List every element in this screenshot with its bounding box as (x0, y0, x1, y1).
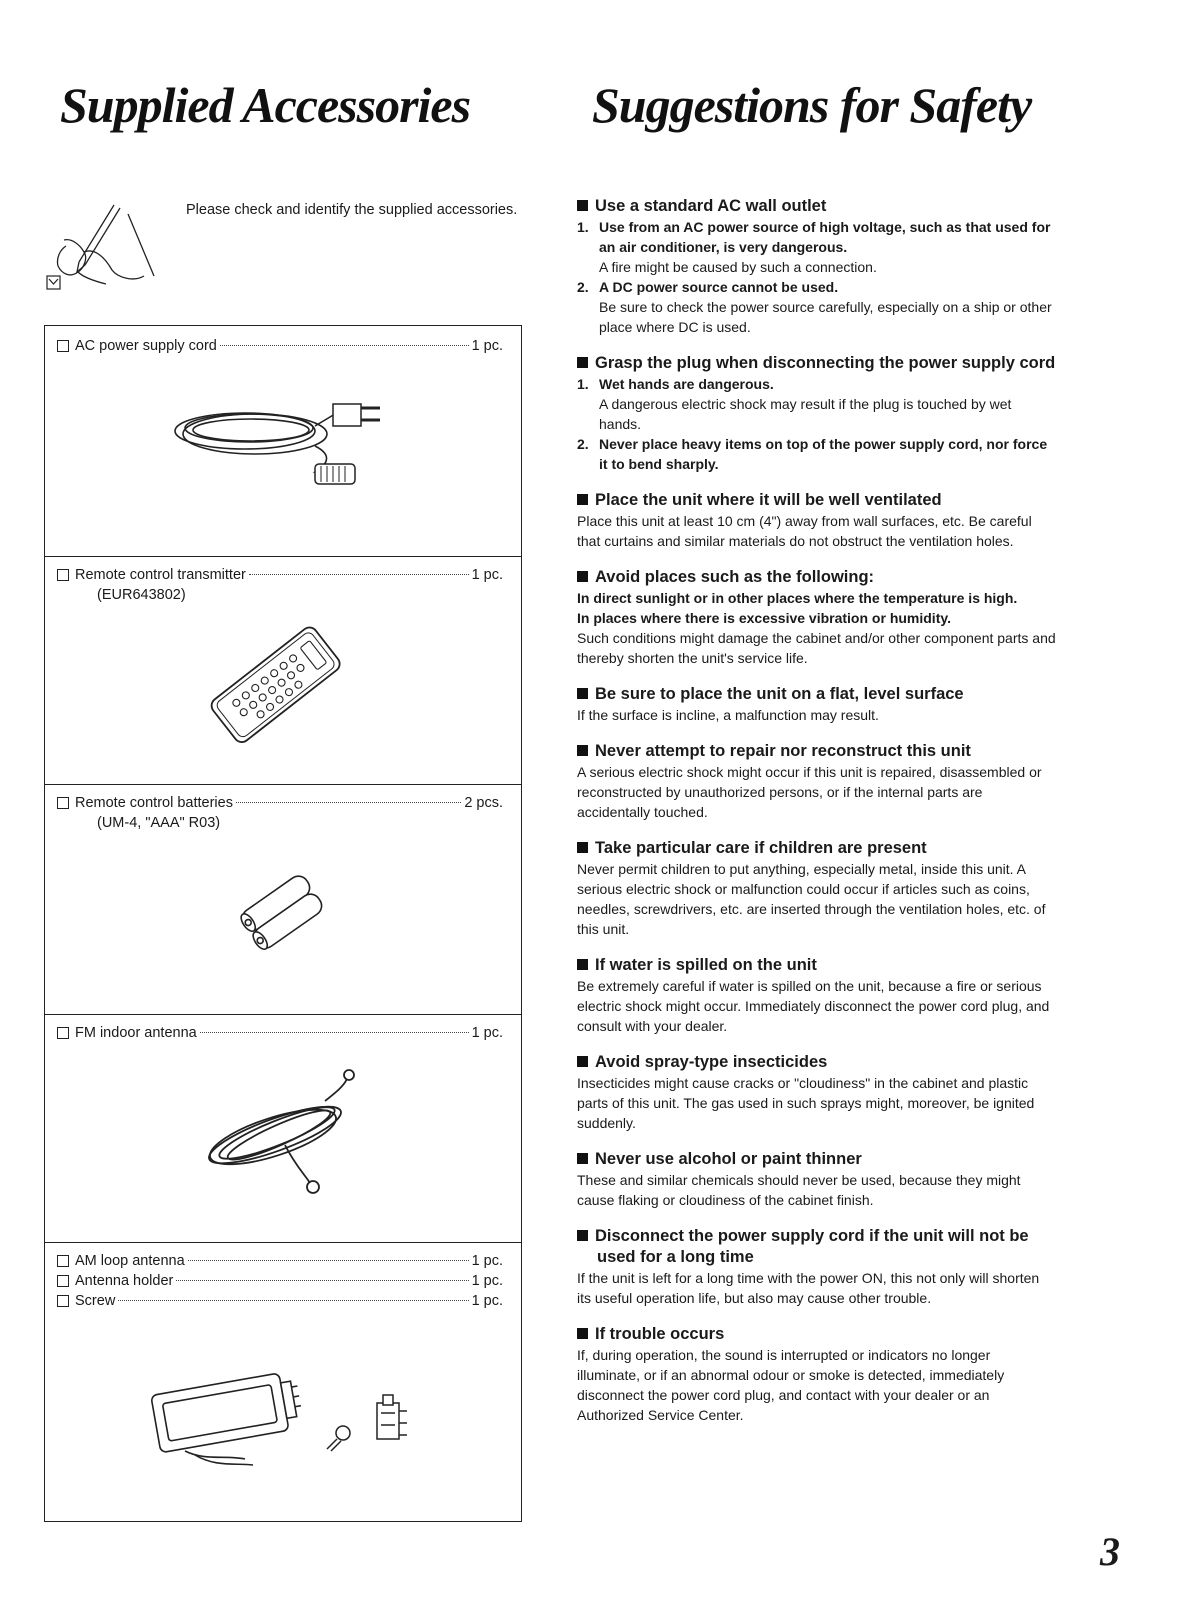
checkbox[interactable] (57, 569, 69, 581)
safety-section (577, 955, 1057, 1036)
safety-text: Insecticides might cause cracks or "cloudiness" in the cabinet and plastic parts of this unit. The gas used in such sprays might, moreover, be ignited suddenly. (577, 1075, 1035, 1131)
bullet-square-icon (577, 1153, 588, 1164)
safety-section: Use a standard AC wall outlet 1. Use from an AC power source of high voltage, such as that used for an air conditioner, is very dangerous. A fire might be caused by such a connection. 2. A DC power source cannot be used. Be sure to check the power source carefully, especially on a ship or other place where DC is used. (577, 196, 1057, 337)
bullet-square-icon (577, 842, 588, 853)
accessory-qty: 1 pc. (471, 1025, 503, 1041)
checkbox[interactable] (57, 797, 69, 809)
bullet-square-icon (577, 1056, 588, 1067)
accessory-qty: 1 pc. (471, 1293, 503, 1309)
bullet-square-icon (577, 1230, 588, 1241)
accessory-line (75, 565, 503, 585)
safety-text: Never permit children to put anything, especially metal, inside this unit. A serious electric shock or malfunction could occur if articles such as coins, needles, screwdrivers, etc. are inserted through the ventilation holes, etc. of this unit. (577, 861, 1046, 937)
bullet-square-icon (577, 357, 588, 368)
accessory-fm-antenna (45, 1014, 521, 1242)
page-number: 3 (1100, 1529, 1120, 1574)
accessory-ac-cord (45, 326, 521, 556)
batteries-illustration (225, 865, 345, 955)
safety-list (577, 196, 1057, 1441)
safety-text: If the surface is incline, a malfunction may result. (577, 707, 879, 723)
antenna-holder-icon (377, 1395, 407, 1439)
accessory-name: Remote control transmitter (75, 567, 246, 583)
safety-text: These and similar chemicals should never be used, because they might cause flaking or cloudiness of the cabinet finish. (577, 1172, 1021, 1208)
bullet-square-icon (577, 745, 588, 756)
safety-section: Grasp the plug when disconnecting the power supply cord 1. Wet hands are dangerous. A dangerous electric shock may result if the plug is touched by wet hands. 2. Never place heavy items on top of the power supply cord, nor force it to bend sharply. (577, 354, 1056, 472)
accessory-name: AM loop antenna (75, 1253, 185, 1269)
accessory-name: Antenna holder (75, 1273, 174, 1289)
accessory-qty: 2 pcs. (464, 795, 503, 811)
safety-heading: If trouble occurs (577, 1324, 1057, 1345)
bullet-square-icon (577, 959, 588, 970)
safety-text: If, during operation, the sound is interrupted or indicators no longer illuminate, or if an abnormal odour or smoke is detected, immediately disconnect the power cord plug, and contact with your dealer or an Authorized Service Center. (577, 1347, 1005, 1423)
intro-text: Please check and identify the supplied accessories. (186, 202, 518, 218)
safety-text: Place this unit at least 10 cm (4") away from wall surfaces, etc. Be careful that curtains and similar materials do not obstruct the ventilation holes. (577, 513, 1032, 549)
safety-heading: Avoid spray-type insecticides (577, 1052, 1057, 1073)
bullet-square-icon (577, 1328, 588, 1339)
checkbox[interactable] (57, 1275, 69, 1287)
safety-heading: Avoid places such as the following: (577, 567, 1057, 588)
safety-title: Suggestions for Safety (592, 77, 1032, 133)
bullet-square-icon (577, 571, 588, 582)
accessory-qty: 1 pc. (471, 338, 503, 354)
safety-section (577, 1149, 1057, 1210)
safety-section: Avoid places such as the following: In direct sunlight or in other places where the temperature is high. In places where there is excessive vibration or humidity. Such conditions might damage the cabinet and/or other component parts and thereby shorten the unit's service life. (577, 568, 1056, 666)
safety-text: A serious electric shock might occur if this unit is repaired, disassembled or reconstructed by unauthorized persons, or if the internal parts are accidentally touched. (577, 764, 1042, 820)
accessory-name: FM indoor antenna (75, 1025, 197, 1041)
accessory-line (75, 1291, 503, 1311)
accessory-model: (EUR643802) (97, 587, 186, 603)
safety-text: If the unit is left for a long time with the power ON, this not only will shorten its useful operation life, but also may cause other trouble. (577, 1270, 1040, 1306)
safety-heading: Never attempt to repair nor reconstruct this unit (577, 741, 1057, 762)
accessory-line (75, 1023, 503, 1043)
remote-control-illustration (195, 609, 355, 759)
accessory-line (75, 793, 503, 813)
accessory-name: Screw (75, 1293, 116, 1309)
accessory-qty: 1 pc. (471, 567, 503, 583)
checkbox[interactable] (57, 1027, 69, 1039)
accessory-line (75, 1251, 503, 1271)
power-cord-illustration (165, 386, 405, 496)
safety-heading: Grasp the plug when disconnecting the power supply cord (577, 353, 1057, 374)
safety-section (577, 1324, 1057, 1425)
checkbox[interactable] (57, 340, 69, 352)
bullet-square-icon (577, 688, 588, 699)
accessory-qty: 1 pc. (471, 1273, 503, 1289)
bullet-square-icon (577, 200, 588, 211)
hand-writing-icon (44, 200, 174, 300)
safety-heading: Use a standard AC wall outlet (577, 196, 1057, 217)
accessories-list (44, 325, 522, 1522)
bullet-square-icon (577, 494, 588, 505)
safety-section (577, 741, 1057, 822)
safety-section (577, 838, 1057, 939)
accessory-name: Remote control batteries (75, 795, 233, 811)
safety-heading: Disconnect the power supply cord if the unit will not be used for a long time (577, 1226, 1057, 1268)
fm-antenna-illustration (195, 1065, 365, 1205)
accessories-title: Supplied Accessories (60, 77, 471, 133)
checkbox[interactable] (57, 1255, 69, 1267)
safety-heading: Be sure to place the unit on a flat, level surface (577, 684, 1057, 705)
safety-heading: If water is spilled on the unit (577, 955, 1057, 976)
safety-section (577, 1226, 1057, 1308)
accessory-name: AC power supply cord (75, 338, 217, 354)
screw-icon (327, 1426, 350, 1451)
accessory-line (75, 336, 503, 356)
safety-text: Be extremely careful if water is spilled on the unit, because a fire or serious electric shock might occur. Immediately disconnect the power cord plug, and consult with your dealer. (577, 978, 1050, 1034)
safety-section (577, 1052, 1057, 1133)
accessory-qty: 1 pc. (471, 1253, 503, 1269)
accessory-am-antenna (45, 1242, 521, 1521)
accessory-batteries (45, 784, 521, 1014)
checkbox[interactable] (57, 1295, 69, 1307)
safety-heading: Take particular care if children are present (577, 838, 1057, 859)
accessory-line (75, 1271, 503, 1291)
safety-heading: Never use alcohol or paint thinner (577, 1149, 1057, 1170)
safety-section (577, 490, 1057, 551)
safety-heading: Place the unit where it will be well ventilated (577, 490, 1057, 511)
am-antenna-illustration (145, 1363, 445, 1473)
accessory-model: (UM-4, "AAA" R03) (97, 815, 221, 831)
accessory-remote (45, 556, 521, 784)
safety-text: Such conditions might damage the cabinet and/or other component parts and thereby shorten the unit's service life. (577, 630, 1056, 666)
safety-section (577, 684, 1057, 725)
